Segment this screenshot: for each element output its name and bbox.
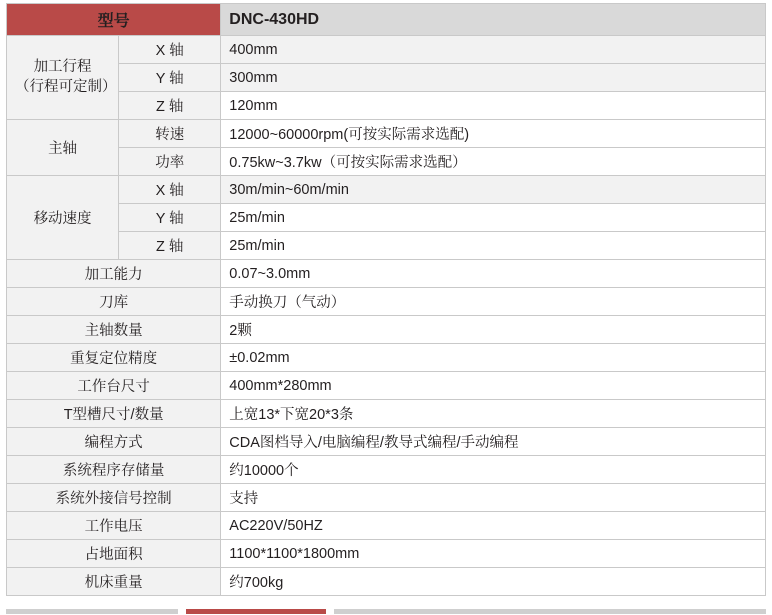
value-table-size: 400mm*280mm [221, 372, 766, 400]
label-footprint: 占地面积 [7, 540, 221, 568]
header-model-label: 型号 [7, 4, 221, 36]
value-spindle-count: 2颗 [221, 316, 766, 344]
table-row [7, 260, 766, 288]
value-storage: 约10000个 [221, 456, 766, 484]
label-table-size: 工作台尺寸 [7, 372, 221, 400]
table-row [7, 456, 766, 484]
value-weight: 约700kg [221, 568, 766, 596]
value-voltage: AC220V/50HZ [221, 512, 766, 540]
group-label-travel-line1: 加工行程 [33, 58, 92, 75]
table-row [7, 428, 766, 456]
value-travel-x: 400mm [221, 36, 766, 64]
table-row [7, 176, 766, 204]
table-row [7, 120, 766, 148]
table-row [7, 64, 766, 92]
label-storage: 系统程序存储量 [7, 456, 221, 484]
sublabel-spindle-speed: 转速 [119, 120, 221, 148]
group-label-travel [7, 36, 119, 120]
table-row [7, 36, 766, 64]
table-row [7, 204, 766, 232]
value-feedrate-y: 25m/min [221, 204, 766, 232]
value-footprint: 1100*1100*1800mm [221, 540, 766, 568]
value-feedrate-x: 30m/min~60m/min [221, 176, 766, 204]
label-tool-magazine: 刀库 [7, 288, 221, 316]
table-row [7, 484, 766, 512]
label-external-signal: 系统外接信号控制 [7, 484, 221, 512]
sublabel-feedrate-z: Z 轴 [119, 232, 221, 260]
value-repeatability: ±0.02mm [221, 344, 766, 372]
group-label-spindle: 主轴 [7, 120, 119, 176]
value-feedrate-z: 25m/min [221, 232, 766, 260]
header-model-value: DNC-430HD [221, 4, 766, 36]
table-row [7, 288, 766, 316]
label-programming: 编程方式 [7, 428, 221, 456]
label-voltage: 工作电压 [7, 512, 221, 540]
label-repeatability: 重复定位精度 [7, 344, 221, 372]
value-external-signal: 支持 [221, 484, 766, 512]
spec-sheet [0, 3, 772, 615]
value-programming: CDA图档导入/电脑编程/教导式编程/手动编程 [221, 428, 766, 456]
table-row [7, 568, 766, 596]
specification-table [6, 3, 766, 596]
table-row [7, 540, 766, 568]
sublabel-feedrate-y: Y 轴 [119, 204, 221, 232]
group-label-feedrate: 移动速度 [7, 176, 119, 260]
group-label-travel-line2: （行程可定制） [15, 78, 117, 95]
table-row [7, 148, 766, 176]
table-row [7, 92, 766, 120]
sublabel-spindle-power: 功率 [119, 148, 221, 176]
value-spindle-power: 0.75kw~3.7kw（可按实际需求选配） [221, 148, 766, 176]
table-row [7, 512, 766, 540]
value-tool-magazine: 手动换刀（气动） [221, 288, 766, 316]
table-row [7, 372, 766, 400]
label-capacity: 加工能力 [7, 260, 221, 288]
value-spindle-speed: 12000~60000rpm(可按实际需求选配) [221, 120, 766, 148]
value-travel-y: 300mm [221, 64, 766, 92]
table-row [7, 400, 766, 428]
sublabel-feedrate-x: X 轴 [119, 176, 221, 204]
label-tslot: T型槽尺寸/数量 [7, 400, 221, 428]
table-row [7, 232, 766, 260]
table-row [7, 344, 766, 372]
label-weight: 机床重量 [7, 568, 221, 596]
sublabel-travel-y: Y 轴 [119, 64, 221, 92]
value-tslot: 上宽13*下宽20*3条 [221, 400, 766, 428]
table-row [7, 316, 766, 344]
value-travel-z: 120mm [221, 92, 766, 120]
value-capacity: 0.07~3.0mm [221, 260, 766, 288]
sublabel-travel-z: Z 轴 [119, 92, 221, 120]
label-spindle-count: 主轴数量 [7, 316, 221, 344]
table-header-row [7, 4, 766, 36]
sublabel-travel-x: X 轴 [119, 36, 221, 64]
